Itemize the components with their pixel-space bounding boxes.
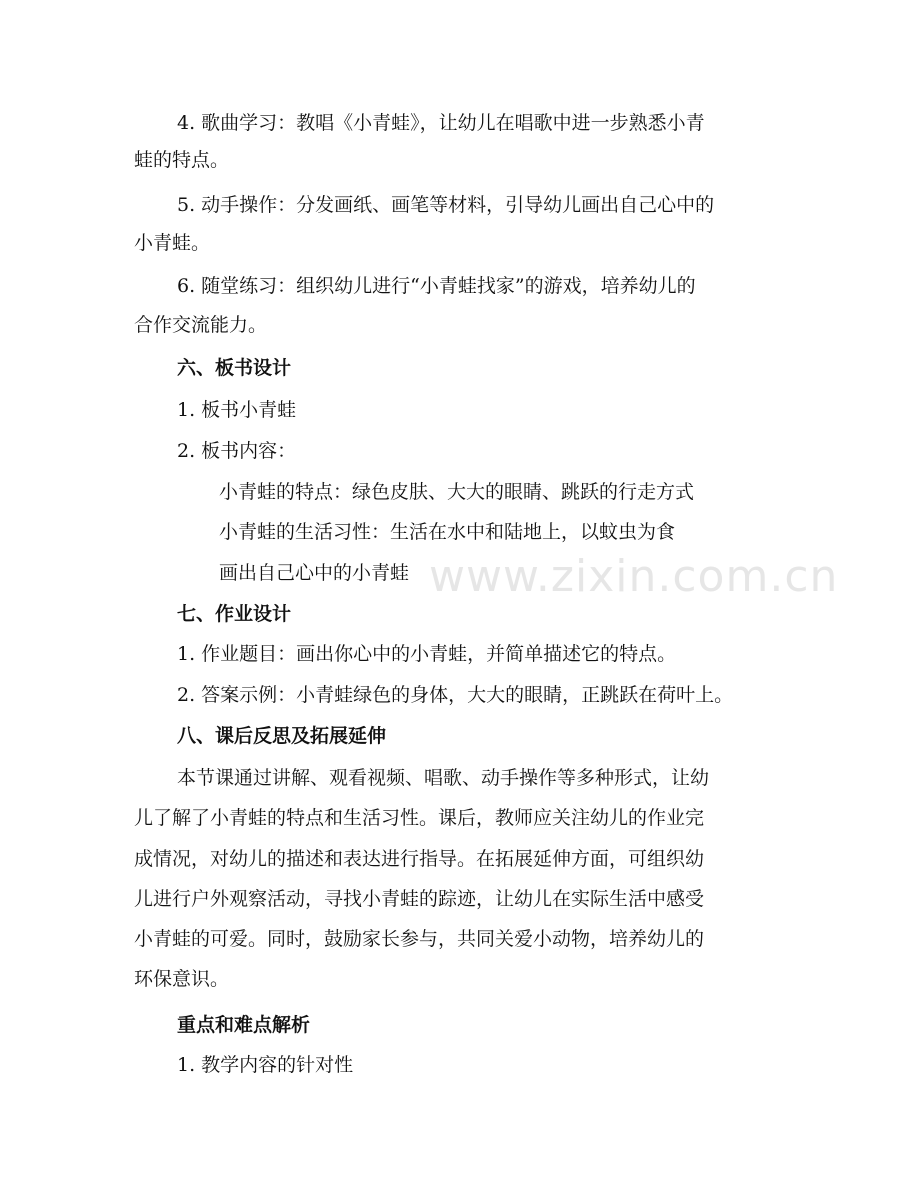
paragraph-line: 成情况，对幼儿的描述和表达进行指导。在拓展延伸方面，可组织幼 [134, 848, 705, 870]
paragraph-line: 儿了解了小青蛙的特点和生活习性。课后，教师应关注幼儿的作业完 [134, 807, 705, 829]
section-heading: 六、板书设计 [177, 357, 292, 379]
list-item: 2. 板书内容： [177, 440, 297, 462]
board-content-line: 小青蛙的生活习性：生活在水中和陆地上，以蚊虫为食 [219, 521, 676, 543]
board-content-line: 小青蛙的特点：绿色皮肤、大大的眼睛、跳跃的行走方式 [219, 481, 695, 503]
paragraph-line: 蛙的特点。 [134, 149, 230, 171]
paragraph-line: 本节课通过讲解、观看视频、唱歌、动手操作等多种形式，让幼 [177, 767, 710, 789]
section-heading: 七、作业设计 [177, 603, 292, 625]
paragraph-line: 小青蛙。 [134, 232, 211, 254]
section-heading: 重点和难点解析 [177, 1014, 311, 1036]
paragraph-line: 儿进行户外观察活动，寻找小青蛙的踪迹，让幼儿在实际生活中感受 [134, 888, 705, 910]
list-item: 2. 答案示例：小青蛙绿色的身体，大大的眼睛，正跳跃在荷叶上。 [177, 684, 734, 706]
list-item: 1. 教学内容的针对性 [177, 1054, 354, 1076]
list-item: 1. 板书小青蛙 [177, 399, 297, 421]
paragraph-line: 合作交流能力。 [134, 314, 268, 336]
section-heading: 八、课后反思及拓展延伸 [177, 725, 387, 747]
paragraph-line: 6. 随堂练习：组织幼儿进行“小青蛙找家”的游戏，培养幼儿的 [177, 275, 696, 297]
paragraph-line: 5. 动手操作：分发画纸、画笔等材料，引导幼儿画出自己心中的 [177, 194, 715, 216]
watermark-text: www.zixin.com.cn [429, 551, 839, 602]
paragraph-line: 小青蛙的可爱。同时，鼓励家长参与，共同关爱小动物，培养幼儿的 [134, 928, 705, 950]
board-content-line: 画出自己心中的小青蛙 [219, 562, 410, 584]
paragraph-line: 4. 歌曲学习：教唱《小青蛙》，让幼儿在唱歌中进一步熟悉小青 [177, 112, 705, 134]
paragraph-line: 环保意识。 [134, 968, 230, 990]
list-item: 1. 作业题目：画出你心中的小青蛙，并简单描述它的特点。 [177, 643, 677, 665]
